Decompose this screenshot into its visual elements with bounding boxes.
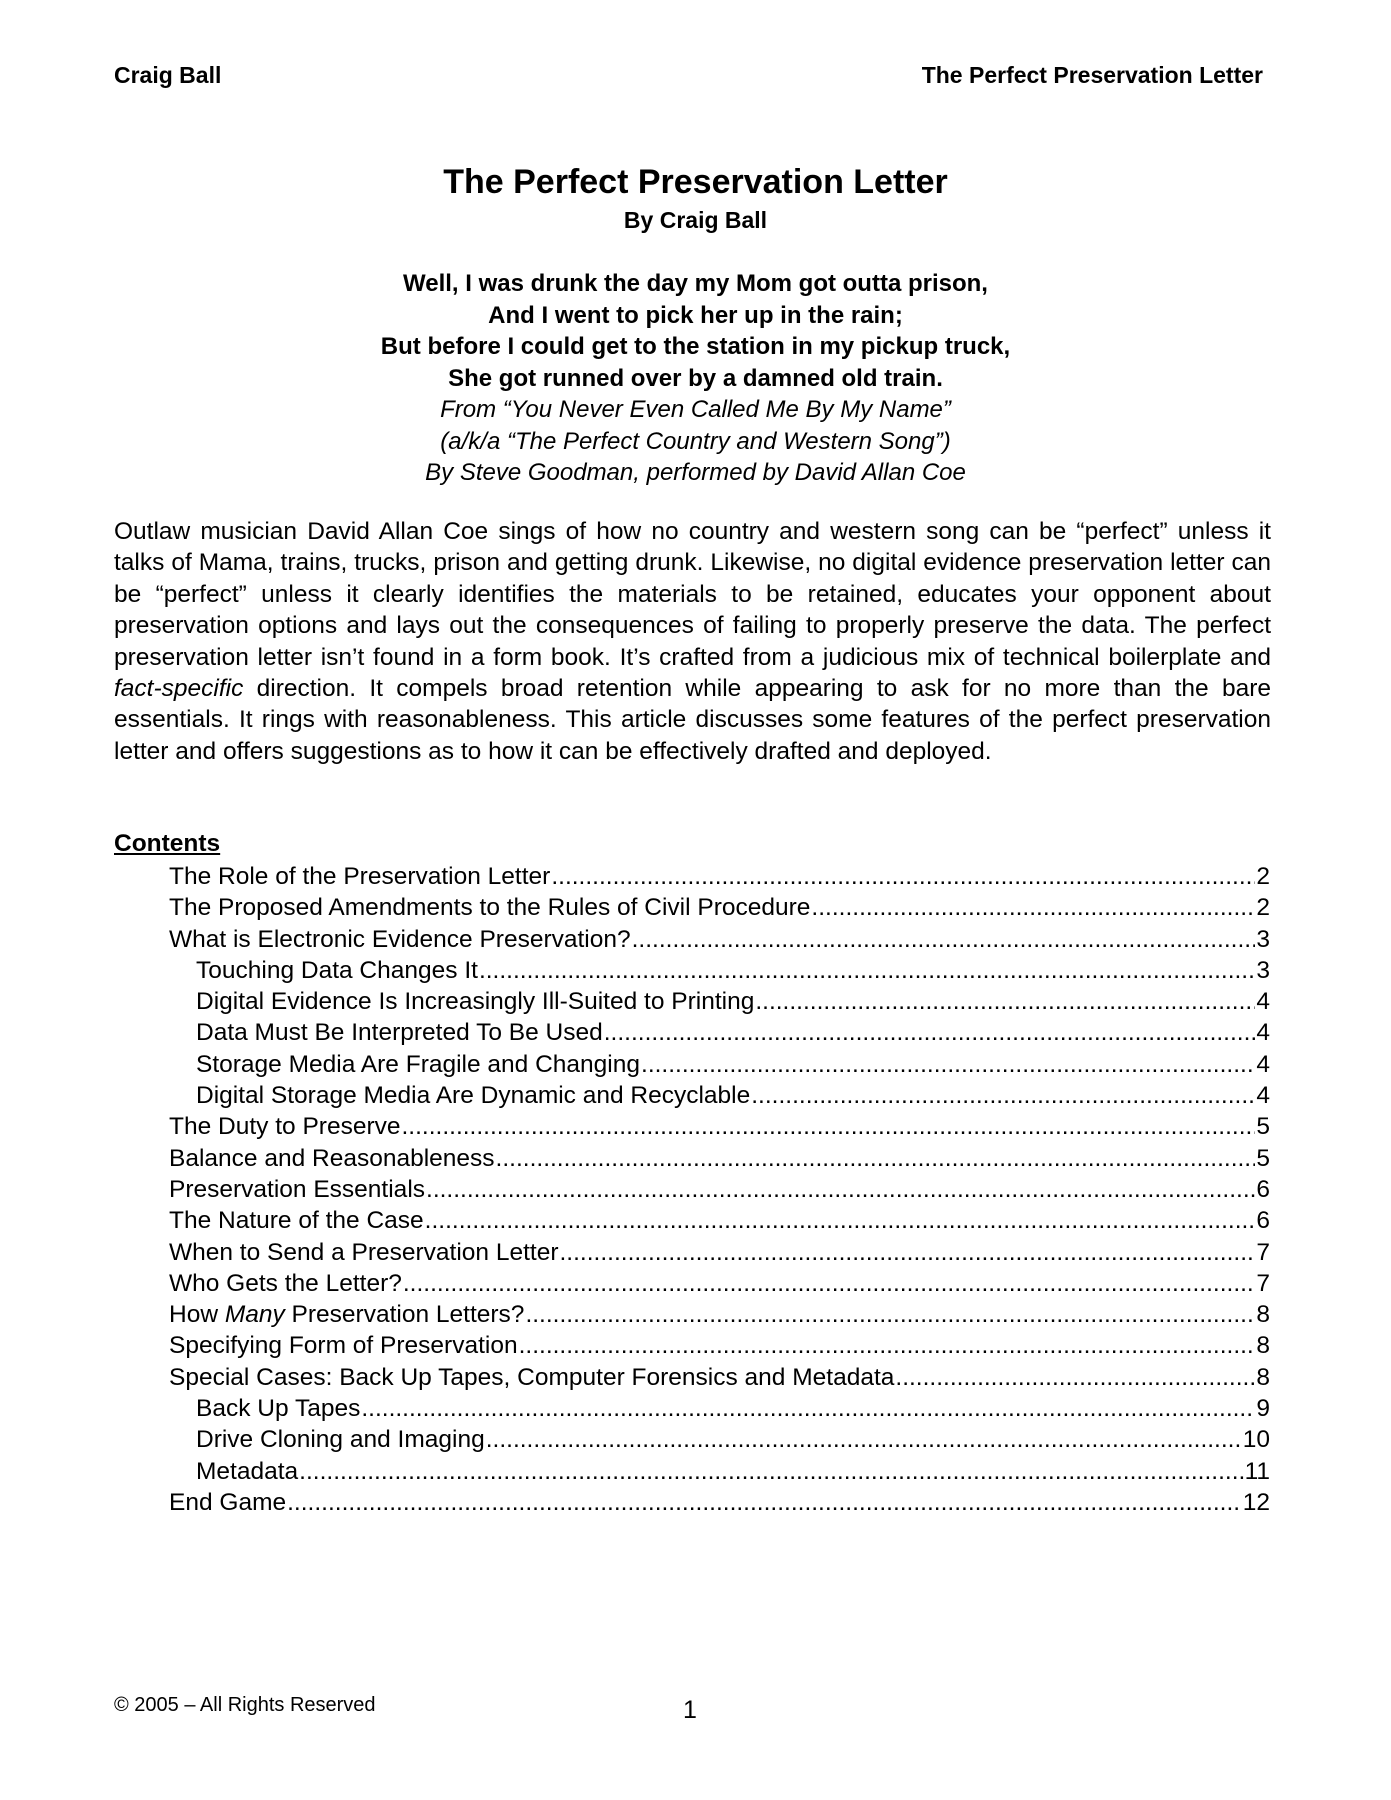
toc-page-number: 5 (1256, 1144, 1270, 1172)
contents-heading: Contents (114, 830, 221, 857)
byline: By Craig Ball (623, 207, 768, 233)
toc-entry-label: Touching Data Changes It (196, 956, 478, 984)
toc-entry-label: When to Send a Preservation Letter (169, 1238, 559, 1266)
toc-subentry[interactable] (0, 1393, 1391, 1424)
toc-subentry[interactable] (0, 1456, 1391, 1487)
toc-entry-label: Balance and Reasonableness (169, 1144, 495, 1172)
toc-entry-label: Storage Media Are Fragile and Changing (196, 1050, 641, 1078)
toc-entry-label: Drive Cloning and Imaging (196, 1426, 485, 1454)
toc-page-number: 3 (1256, 925, 1270, 953)
toc-entry-label: Back Up Tapes (196, 1395, 361, 1423)
toc-dot-leader (895, 1362, 1255, 1393)
epigraph-line: But before I could get to the station in my pickup truck, (380, 333, 1011, 360)
toc-page-number: 10 (1242, 1426, 1270, 1454)
toc-dot-leader (525, 1299, 1255, 1330)
toc-entry[interactable] (0, 892, 1391, 923)
toc-entry-label: What is Electronic Evidence Preservation? (169, 925, 631, 953)
toc-subentry[interactable] (0, 1424, 1391, 1455)
epigraph-line: Well, I was drunk the day my Mom got outta prison, (403, 270, 988, 297)
running-header-title: The Perfect Preservation Letter (921, 62, 1263, 88)
toc-dot-leader (755, 986, 1255, 1017)
intro-text: Outlaw musician David Allan Coe sings of how no country and western song can be “perfect” unless it talks of Mama, trains, trucks, prison and getting drunk. Likewise, no digital evidence preservation letter can be “perfect” unless it clearly identifies the materials to be retained, educates your opponent about preservation options and lays out the consequences of failing to properly preserve the data. The perfect preservation letter isn’t found in a form book. It’s crafted from a judicious mix of technical boilerplate and (114, 518, 1271, 671)
toc-page-number: 4 (1256, 1050, 1270, 1078)
toc-page-number: 2 (1256, 863, 1270, 890)
toc-dot-leader (641, 1049, 1255, 1080)
toc-page-number: 8 (1256, 1332, 1270, 1360)
toc-entry-label: How Many Preservation Letters? (169, 1301, 525, 1329)
intro-paragraph (114, 516, 1271, 767)
intro-text: direction. It compels broad retention while appearing to ask for no more than the bare essentials. It rings with reasonableness. This article discusses some features of the perfect preservation letter and offers suggestions as to how it can be effectively drafted and deployed. (114, 675, 1271, 765)
toc-dot-leader (496, 1143, 1256, 1174)
toc-entry-label: The Duty to Preserve (169, 1113, 401, 1141)
toc-entry[interactable] (0, 1205, 1391, 1236)
toc-dot-leader (551, 861, 1255, 892)
toc-page-number: 9 (1256, 1395, 1270, 1423)
toc-entry-label: End Game (169, 1488, 287, 1516)
toc-page-number: 5 (1256, 1113, 1270, 1141)
toc-dot-leader (479, 955, 1255, 986)
toc-page-number: 8 (1256, 1363, 1270, 1391)
epigraph-line: She got runned over by a damned old train. (448, 364, 943, 392)
toc-dot-leader (751, 1080, 1255, 1111)
toc-page-number: 4 (1256, 1019, 1270, 1047)
toc-subentry[interactable] (0, 986, 1391, 1017)
toc-dot-leader (426, 1174, 1255, 1205)
toc-dot-leader (403, 1268, 1255, 1299)
toc-subentry[interactable] (0, 1080, 1391, 1111)
toc-subentry[interactable] (0, 1017, 1391, 1048)
toc-dot-leader (486, 1424, 1242, 1455)
toc-page-number: 6 (1256, 1207, 1270, 1235)
toc-page-number: 6 (1256, 1175, 1270, 1203)
table-of-contents (0, 861, 1391, 1518)
epigraph-source-line: (a/k/a “The Perfect Country and Western Song”) (440, 427, 951, 455)
toc-page-number: 7 (1256, 1238, 1270, 1266)
epigraph-source-line: From “You Never Even Called Me By My Name” (440, 396, 951, 423)
intro-italic-text: fact-specific (114, 675, 244, 703)
toc-entry-label: Preservation Essentials (169, 1175, 426, 1203)
toc-entry[interactable] (0, 861, 1391, 892)
toc-entry[interactable] (0, 1330, 1391, 1361)
toc-entry[interactable] (0, 1362, 1391, 1393)
toc-dot-leader (401, 1111, 1255, 1142)
toc-dot-leader (519, 1330, 1256, 1361)
toc-dot-leader (299, 1456, 1243, 1487)
epigraph (0, 268, 1391, 489)
toc-entry-label: Digital Evidence Is Increasingly Ill-Suited to Printing (196, 988, 755, 1016)
toc-page-number: 3 (1256, 956, 1270, 984)
toc-subentry[interactable] (0, 1049, 1391, 1080)
toc-page-number: 8 (1256, 1301, 1270, 1329)
toc-entry-label: Metadata (196, 1457, 299, 1485)
toc-entry-label: Specifying Form of Preservation (169, 1332, 518, 1360)
copyright-notice: © 2005 – All Rights Reserved (114, 1694, 376, 1716)
toc-entry[interactable] (0, 1143, 1391, 1174)
toc-entry-label: Digital Storage Media Are Dynamic and Recyclable (196, 1082, 751, 1110)
toc-dot-leader (811, 892, 1255, 923)
toc-dot-leader (560, 1237, 1256, 1268)
epigraph-source-line: By Steve Goodman, performed by David Allan Coe (425, 459, 966, 486)
toc-dot-leader (632, 924, 1256, 955)
toc-dot-leader (604, 1017, 1256, 1048)
toc-entry[interactable] (0, 1174, 1391, 1205)
toc-entry-label: The Nature of the Case (169, 1207, 424, 1235)
page-number: 1 (683, 1696, 697, 1724)
toc-entry[interactable] (0, 1237, 1391, 1268)
toc-page-number: 11 (1244, 1457, 1270, 1485)
toc-entry-label: Who Gets the Letter? (169, 1269, 402, 1297)
toc-dot-leader (287, 1487, 1242, 1518)
toc-entry-label: The Proposed Amendments to the Rules of Civil Procedure (169, 894, 811, 922)
toc-page-number: 4 (1256, 988, 1270, 1016)
toc-entry-label: Data Must Be Interpreted To Be Used (196, 1019, 603, 1047)
toc-subentry[interactable] (0, 955, 1391, 986)
running-header-author: Craig Ball (114, 62, 222, 88)
toc-dot-leader (361, 1393, 1255, 1424)
toc-dot-leader (425, 1205, 1256, 1236)
toc-page-number: 7 (1256, 1269, 1270, 1297)
toc-page-number: 2 (1256, 894, 1270, 922)
toc-entry[interactable] (0, 1268, 1391, 1299)
toc-entry-label: The Role of the Preservation Letter (169, 863, 551, 890)
toc-entry[interactable] (0, 1299, 1391, 1330)
toc-entry-label: Special Cases: Back Up Tapes, Computer Forensics and Metadata (169, 1363, 895, 1391)
toc-entry[interactable] (0, 1111, 1391, 1142)
toc-entry[interactable] (0, 1487, 1391, 1518)
toc-page-number: 4 (1256, 1082, 1270, 1110)
document-title: The Perfect Preservation Letter (443, 163, 948, 201)
toc-page-number: 12 (1242, 1488, 1270, 1516)
epigraph-line: And I went to pick her up in the rain; (488, 301, 903, 329)
toc-entry[interactable] (0, 924, 1391, 955)
